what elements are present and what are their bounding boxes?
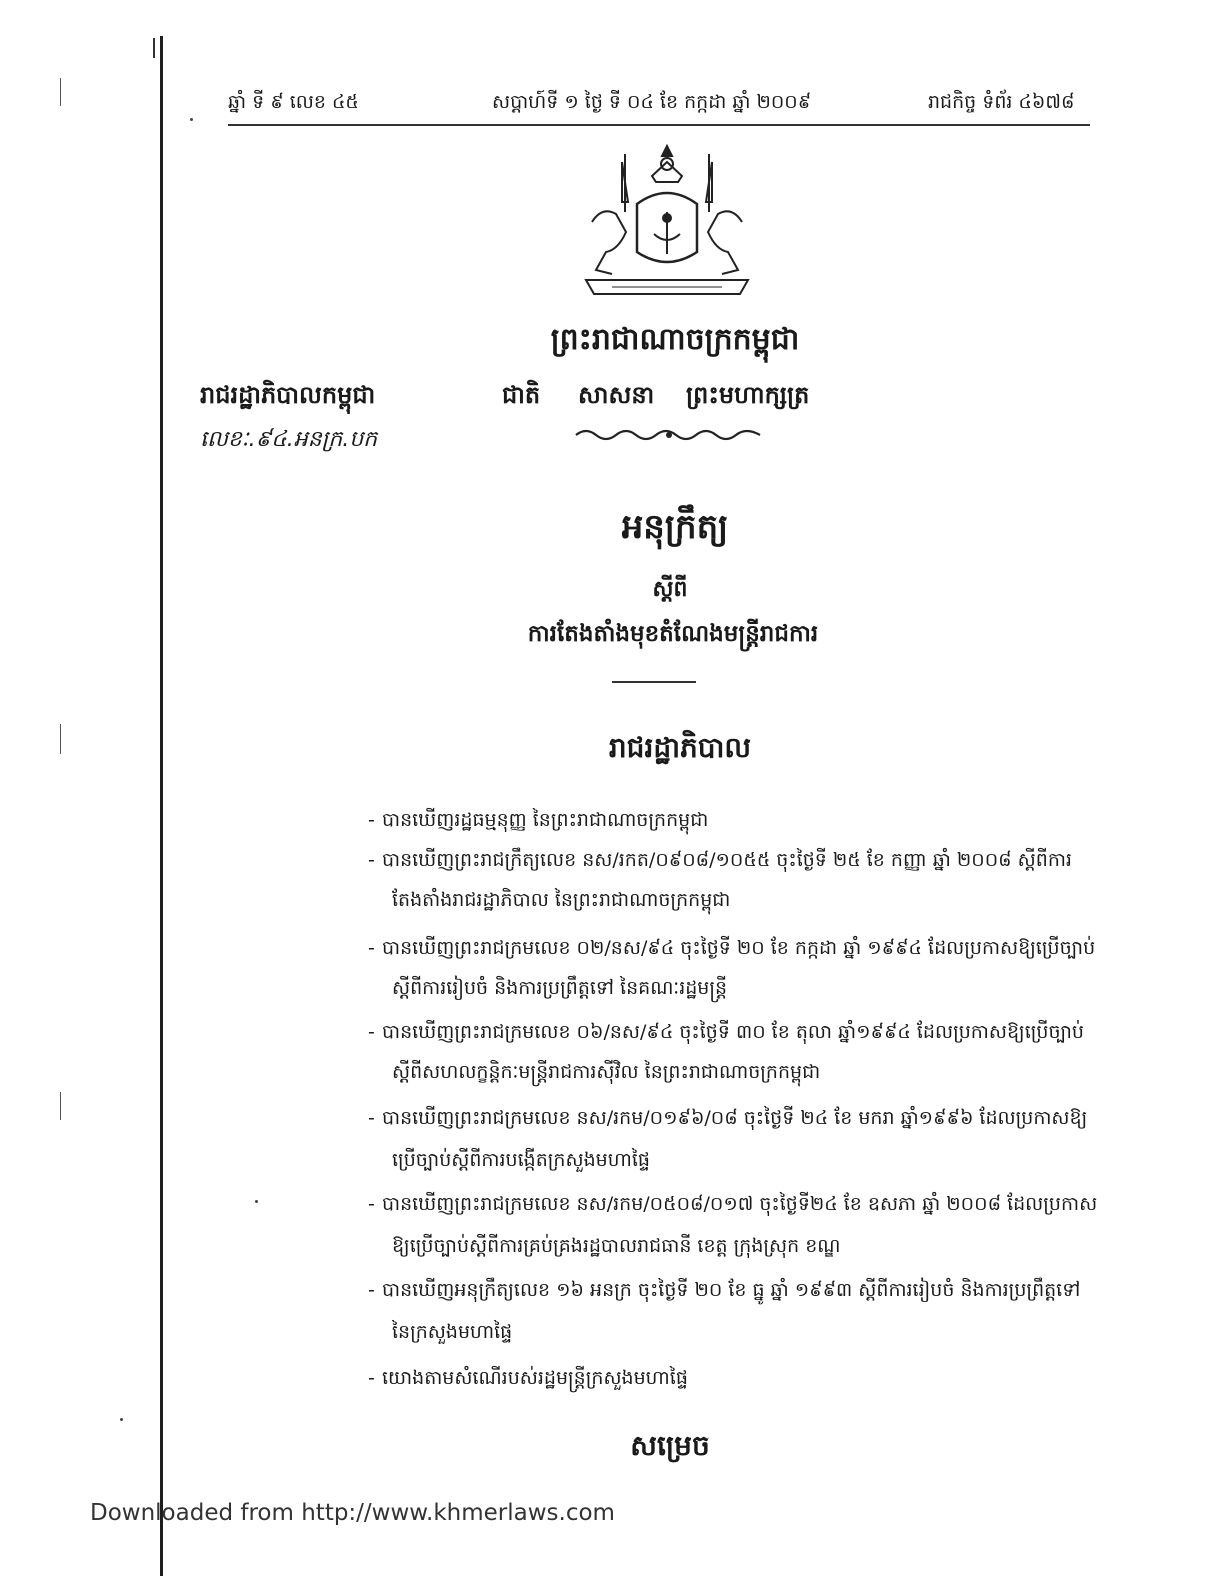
decision-heading: សម្រេច — [630, 1429, 710, 1462]
header-date: សប្តាហ៍ទី ១ ថ្ងៃ ទី ០៤ ខែ កក្កដា ឆ្នាំ ២០០៩ — [492, 91, 812, 113]
scan-speck — [120, 1418, 123, 1421]
motto-king: ព្រះមហាក្សត្រ — [686, 381, 810, 409]
body-heading: រាជរដ្ឋាភិបាល — [608, 731, 752, 764]
concerning-label: ស្តីពី — [652, 577, 688, 602]
clause-3: - បានឃើញព្រះរាជក្រមលេខ ០២/នស/៩៤ ចុះថ្ងៃទី ២០ ខែ កក្កដា ឆ្នាំ ១៩៩៤ ដែលប្រកាសឱ្យប្រើច្បាប់ — [368, 937, 1096, 959]
header-volume: ឆ្នាំ ទី ៩ លេខ ៤៥ — [228, 91, 359, 113]
clause-1: - បានឃើញរដ្ឋធម្មនុញ្ញ នៃព្រះរាជាណាចក្រកម្ពុជា — [368, 809, 709, 831]
reference-number: លេខៈ.៩៤.អនក្រ.បក — [200, 427, 378, 452]
clause-7: - បានឃើញអនុក្រឹត្យលេខ ១៦ អនក្រ ចុះថ្ងៃទី ២០ ខែ ធ្នូ ឆ្នាំ ១៩៩៣ ស្តីពីការរៀបចំ និងការប្រព្រឹត្តទៅ — [368, 1279, 1081, 1301]
left-margin-rule — [160, 36, 163, 1576]
section-divider — [612, 681, 696, 683]
clause-5-continued: ប្រើច្បាប់ស្តីពីការបង្កើតក្រសួងមហាផ្ទៃ — [392, 1149, 650, 1171]
clause-4: - បានឃើញព្រះរាជក្រមលេខ ០៦/នស/៩៤ ចុះថ្ងៃទី ៣០ ខែ តុលា ឆ្នាំ១៩៩៤ ដែលប្រកាសឱ្យប្រើច្បាប់ — [368, 1021, 1084, 1043]
kingdom-title: ព្រះរាជាណាចក្រកម្ពុជា — [550, 322, 800, 357]
header-page: រាជកិច្ច ទំព័រ ៤៦៧៨ — [928, 91, 1075, 113]
clause-2: - បានឃើញព្រះរាជក្រឹត្យលេខ នស/រកត/០៩០៨/១០៥៥ ចុះថ្ងៃទី ២៥ ខែ កញ្ញា ឆ្នាំ ២០០៨ ស្តីពីការ — [368, 849, 1072, 871]
download-source-footer: Downloaded from http://www.khmerlaws.com — [90, 1500, 615, 1526]
motto-nation: ជាតិ — [502, 381, 541, 409]
clause-2-continued: តែងតាំងរាជរដ្ឋាភិបាល នៃព្រះរាជាណាចក្រកម្ពុជា — [392, 889, 731, 911]
clause-4-continued: ស្តីពីសហលក្ខន្តិកៈមន្ត្រីរាជការស៊ីវិល នៃព្រះរាជាណាចក្រកម្ពុជា — [392, 1061, 821, 1083]
header-rule — [228, 124, 1090, 126]
clause-3-continued: ស្តីពីការរៀបចំ និងការប្រព្រឹត្តទៅ នៃគណៈរដ្ឋមន្ត្រី — [392, 977, 728, 999]
motto-religion: សាសនា — [578, 381, 655, 409]
scan-speck — [255, 1200, 258, 1203]
scan-tick — [60, 78, 61, 106]
document-subject: ការតែងតាំងមុខតំណែងមន្ត្រីរាជការ — [527, 621, 819, 647]
clause-7-continued: នៃក្រសួងមហាផ្ទៃ — [392, 1321, 513, 1343]
clause-5: - បានឃើញព្រះរាជក្រមលេខ នស/រកម/០១៩៦/០៨ ចុះថ្ងៃទី ២៤ ខែ មករា ឆ្នាំ១៩៩៦ ដែលប្រកាសឱ្យ — [368, 1107, 1088, 1129]
clause-8: - យោងតាមសំណើរបស់រដ្ឋមន្ត្រីក្រសួងមហាផ្ទៃ — [368, 1367, 688, 1389]
document-type-title: អនុក្រឹត្យ — [621, 507, 729, 547]
clause-6: - បានឃើញព្រះរាជក្រមលេខ នស/រកម/០៥០៨/០១៧ ចុះថ្ងៃទី២៤ ខែ ឧសភា ឆ្នាំ ២០០៨ ដែលប្រកាស — [368, 1193, 1098, 1215]
royal-coat-of-arms-emblem — [582, 142, 752, 302]
ornament-flourish — [574, 425, 764, 445]
clause-6-continued: ឱ្យប្រើច្បាប់ស្តីពីការគ្រប់គ្រងរដ្ឋបាលរាជធានី ខេត្ត ក្រុងស្រុក ខណ្ឌ — [392, 1235, 841, 1257]
margin-mark — [153, 38, 155, 58]
issuer-name: រាជរដ្ឋាភិបាលកម្ពុជា — [200, 381, 376, 409]
scan-tick — [60, 724, 61, 754]
scan-speck — [190, 118, 193, 121]
scan-tick — [60, 1092, 61, 1120]
